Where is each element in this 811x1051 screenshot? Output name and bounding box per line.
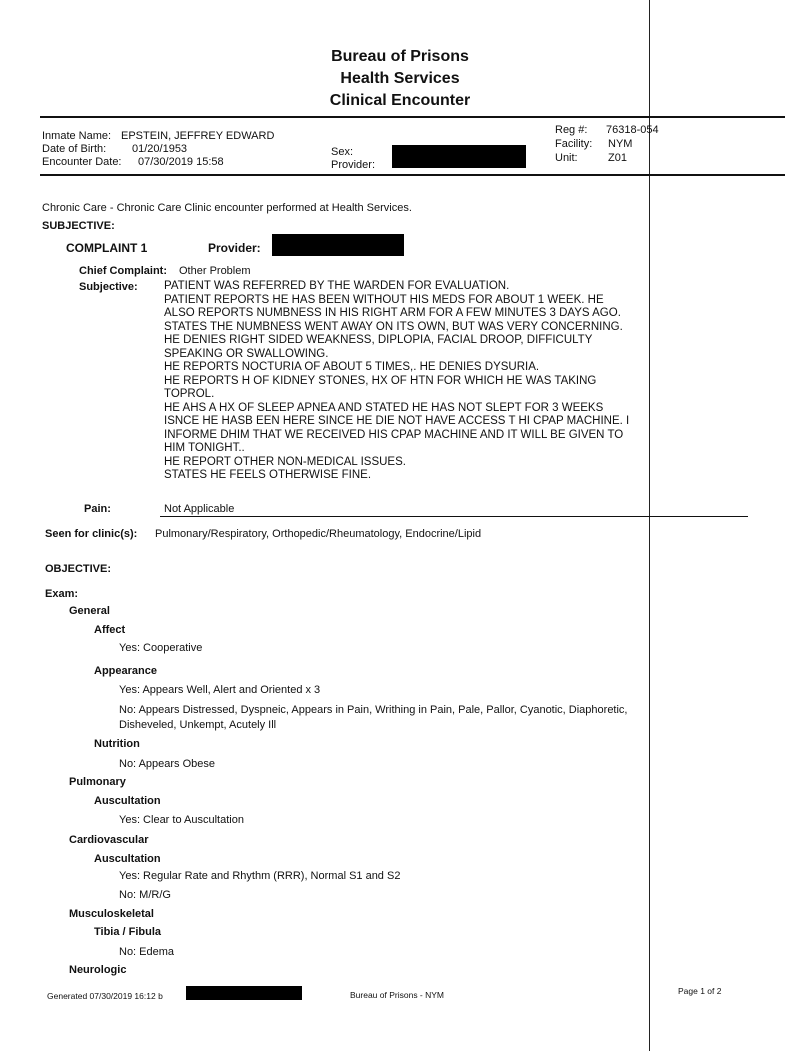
inmate-name: EPSTEIN, JEFFREY EDWARD bbox=[121, 130, 275, 142]
affect-yes: Yes: Cooperative bbox=[119, 642, 203, 654]
subjective-line: HE REPORTS NOCTURIA OF ABOUT 5 TIMES,. HE DENIES DYSURIA. bbox=[164, 361, 540, 373]
provider-label: Provider: bbox=[331, 159, 376, 171]
nutrition-no: No: Appears Obese bbox=[119, 758, 216, 770]
exam-nutrition: Nutrition bbox=[94, 738, 140, 750]
facility-value: NYM bbox=[608, 138, 633, 150]
exam-pulmonary: Pulmonary bbox=[69, 776, 126, 788]
subjective-line: HE REPORTS H OF KIDNEY STONES, HX OF HTN FOR WHICH HE WAS TAKING bbox=[164, 374, 597, 387]
subjective-line: HE AHS A HX OF SLEEP APNEA AND STATED HE HAS NOT SLEPT FOR 3 WEEKS bbox=[164, 401, 604, 414]
title-line-2: Health Services bbox=[340, 70, 460, 87]
subjective-line: ALSO REPORTS NUMBNESS IN HIS RIGHT ARM FOR A FEW MINUTES 3 DAYS AGO. bbox=[164, 307, 621, 319]
pulm-auscultation: Auscultation bbox=[94, 795, 161, 807]
subjective-line: STATES HE FEELS OTHERWISE FINE. bbox=[164, 469, 372, 481]
subjective-narrative bbox=[164, 280, 694, 483]
sex-label: Sex: bbox=[331, 146, 354, 158]
complaint-label: COMPLAINT 1 bbox=[66, 241, 148, 255]
facility-label: Facility: bbox=[555, 138, 593, 150]
exam-cardiovascular: Cardiovascular bbox=[69, 834, 149, 846]
subjective-line: TOPROL. bbox=[164, 388, 215, 400]
dob-value: 01/20/1953 bbox=[132, 143, 188, 155]
inmate-name-label: Inmate Name: bbox=[42, 130, 112, 142]
reg-label: Reg #: bbox=[555, 124, 588, 136]
subjective-line: INFORME DHIM THAT WE RECEIVED HIS CPAP MACHINE AND IT WILL BE GIVEN TO bbox=[164, 428, 624, 441]
exam-musculoskeletal: Musculoskeletal bbox=[69, 908, 154, 920]
encounter-summary: Chronic Care - Chronic Care Clinic encounter performed at Health Services. bbox=[42, 202, 412, 214]
footer-page-number: Page 1 of 2 bbox=[678, 986, 722, 996]
unit-label: Unit: bbox=[555, 152, 578, 164]
appearance-no-1: No: Appears Distressed, Dyspneic, Appears in Pain, Writhing in Pain, Pale, Pallor, Cyanotic, Diaphoretic, bbox=[119, 704, 628, 716]
exam-appearance: Appearance bbox=[94, 665, 157, 677]
scan-artifact-line bbox=[649, 0, 650, 1051]
subjective-line: HIM TONIGHT.. bbox=[164, 442, 245, 454]
chief-complaint-label: Chief Complaint: bbox=[79, 265, 167, 277]
complaint-provider-label: Provider: bbox=[208, 241, 261, 255]
tibia-no: No: Edema bbox=[119, 946, 175, 958]
footer-generated: Generated 07/30/2019 16:12 b bbox=[47, 991, 163, 1001]
cardio-yes: Yes: Regular Rate and Rhythm (RRR), Normal S1 and S2 bbox=[119, 870, 401, 882]
cardio-auscultation: Auscultation bbox=[94, 853, 161, 865]
objective-heading: OBJECTIVE: bbox=[45, 563, 112, 575]
encounter-date-value: 07/30/2019 15:58 bbox=[138, 156, 224, 168]
title-line-3: Clinical Encounter bbox=[329, 92, 471, 109]
encounter-date-label: Encounter Date: bbox=[42, 156, 122, 168]
footer-center: Bureau of Prisons - NYM bbox=[350, 990, 445, 1000]
pain-label: Pain: bbox=[84, 503, 111, 515]
title-line-1: Bureau of Prisons bbox=[331, 48, 469, 65]
exam-general: General bbox=[69, 605, 110, 617]
exam-tibia: Tibia / Fibula bbox=[94, 926, 162, 938]
chief-complaint-value: Other Problem bbox=[179, 265, 251, 277]
reg-value: 76318-054 bbox=[606, 124, 659, 136]
pulm-yes: Yes: Clear to Auscultation bbox=[119, 814, 244, 826]
exam-label: Exam: bbox=[45, 588, 79, 600]
seen-for-value: Pulmonary/Respiratory, Orthopedic/Rheumatology, Endocrine/Lipid bbox=[155, 528, 482, 540]
pain-value: Not Applicable bbox=[164, 503, 235, 515]
appearance-no-2: Disheveled, Unkempt, Acutely Ill bbox=[119, 719, 277, 731]
header-top-rule bbox=[40, 116, 785, 118]
redaction-bar bbox=[272, 234, 404, 256]
subjective-label: Subjective: bbox=[79, 281, 138, 293]
appearance-yes: Yes: Appears Well, Alert and Oriented x 3 bbox=[119, 684, 321, 696]
seen-for-label: Seen for clinic(s): bbox=[45, 528, 138, 540]
exam-affect: Affect bbox=[94, 624, 126, 636]
exam-neurologic: Neurologic bbox=[69, 964, 127, 976]
redaction-bar bbox=[186, 986, 302, 1000]
subjective-bottom-rule bbox=[160, 516, 748, 517]
subjective-heading: SUBJECTIVE: bbox=[42, 220, 115, 232]
subjective-line: ISNCE HE HASB EEN HERE SINCE HE DIE NOT HAVE ACCESS T HI CPAP MACHINE. I bbox=[164, 415, 630, 427]
subjective-line: HE DENIES RIGHT SIDED WEAKNESS, DIPLOPIA, FACIAL DROOP, DIFFICULTY bbox=[164, 334, 593, 346]
cardio-no: No: M/R/G bbox=[119, 889, 171, 901]
subjective-line: SPEAKING OR SWALLOWING. bbox=[164, 347, 329, 360]
subjective-line: PATIENT WAS REFERRED BY THE WARDEN FOR EVALUATION. bbox=[164, 280, 510, 292]
unit-value: Z01 bbox=[608, 152, 627, 164]
subjective-line: PATIENT REPORTS HE HAS BEEN WITHOUT HIS MEDS FOR ABOUT 1 WEEK. HE bbox=[164, 293, 604, 306]
header-bottom-rule bbox=[40, 174, 785, 176]
document-title bbox=[250, 46, 550, 112]
dob-label: Date of Birth: bbox=[42, 143, 107, 155]
subjective-line: HE REPORT OTHER NON-MEDICAL ISSUES. bbox=[164, 455, 406, 468]
redaction-bar bbox=[392, 145, 526, 168]
subjective-line: STATES THE NUMBNESS WENT AWAY ON ITS OWN, BUT WAS VERY CONCERNING. bbox=[164, 320, 623, 333]
